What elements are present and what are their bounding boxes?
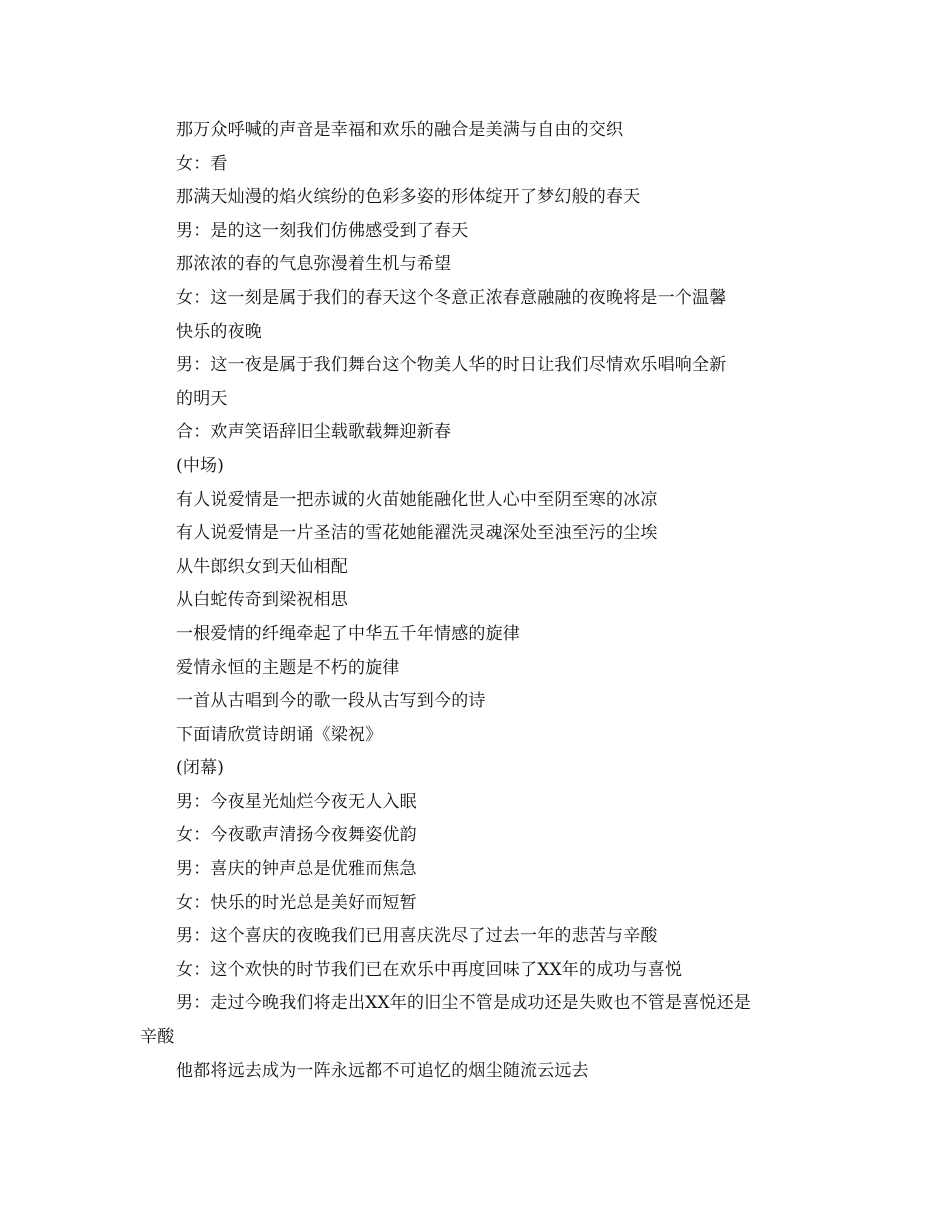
text-line: 男：是的这一刻我们仿佛感受到了春天 — [176, 220, 469, 241]
text-line: 一首从古唱到今的歌一段从古写到今的诗 — [176, 691, 486, 712]
text-line: 从白蛇传奇到梁祝相思 — [176, 590, 348, 611]
text-line: 那满天灿漫的焰火缤纷的色彩多姿的形体绽开了梦幻般的春天 — [176, 187, 641, 208]
text-line: 女：今夜歌声清扬今夜舞姿优韵 — [176, 825, 417, 846]
text-line: 有人说爱情是一片圣洁的雪花她能濯洗灵魂深处至浊至污的尘埃 — [176, 523, 658, 544]
text-line: 男：这个喜庆的夜晚我们已用喜庆洗尽了过去一年的悲苦与辛酸 — [176, 926, 658, 947]
text-line: 从牛郎织女到天仙相配 — [176, 556, 348, 577]
text-line: 那浓浓的春的气息弥漫着生机与希望 — [176, 254, 452, 275]
text-line: 那万众呼喊的声音是幸福和欢乐的融合是美满与自由的交织 — [176, 120, 624, 140]
text-line: 男：走过今晚我们将走出XX年的旧尘不管是成功还是失败也不管是喜悦还是 — [176, 993, 752, 1014]
section-marker: (中场) — [176, 455, 225, 476]
text-line: 合：欢声笑语辞旧尘载歌载舞迎新春 — [176, 422, 452, 443]
document-body — [140, 114, 830, 1088]
text-line: 快乐的夜晚 — [176, 321, 262, 342]
text-line: 女：这一刻是属于我们的春天这个冬意正浓春意融融的夜晚将是一个温馨 — [176, 287, 727, 308]
text-line: 爱情永恒的主题是不朽的旋律 — [176, 657, 400, 678]
text-line: 女：看 — [176, 153, 228, 174]
section-marker: (闭幕) — [176, 758, 225, 779]
text-line: 女：快乐的时光总是美好而短暂 — [176, 892, 417, 913]
text-line: 男：喜庆的钟声总是优雅而焦急 — [176, 859, 417, 880]
text-line: 辛酸 — [140, 1027, 175, 1048]
text-line: 男：这一夜是属于我们舞台这个物美人华的时日让我们尽情欢乐唱响全新 — [176, 355, 727, 376]
text-line: 的明天 — [176, 388, 228, 409]
text-line: 他都将远去成为一阵永远都不可追忆的烟尘随流云远去 — [176, 1060, 589, 1081]
text-line: 下面请欣赏诗朗诵《梁祝》 — [176, 724, 383, 745]
text-line: 男：今夜星光灿烂今夜无人入眠 — [176, 791, 417, 812]
text-line: 有人说爱情是一把赤诚的火苗她能融化世人心中至阴至寒的冰凉 — [176, 489, 658, 510]
text-line: 一根爱情的纤绳牵起了中华五千年情感的旋律 — [176, 623, 520, 644]
text-line: 女：这个欢快的时节我们已在欢乐中再度回味了XX年的成功与喜悦 — [176, 959, 683, 980]
